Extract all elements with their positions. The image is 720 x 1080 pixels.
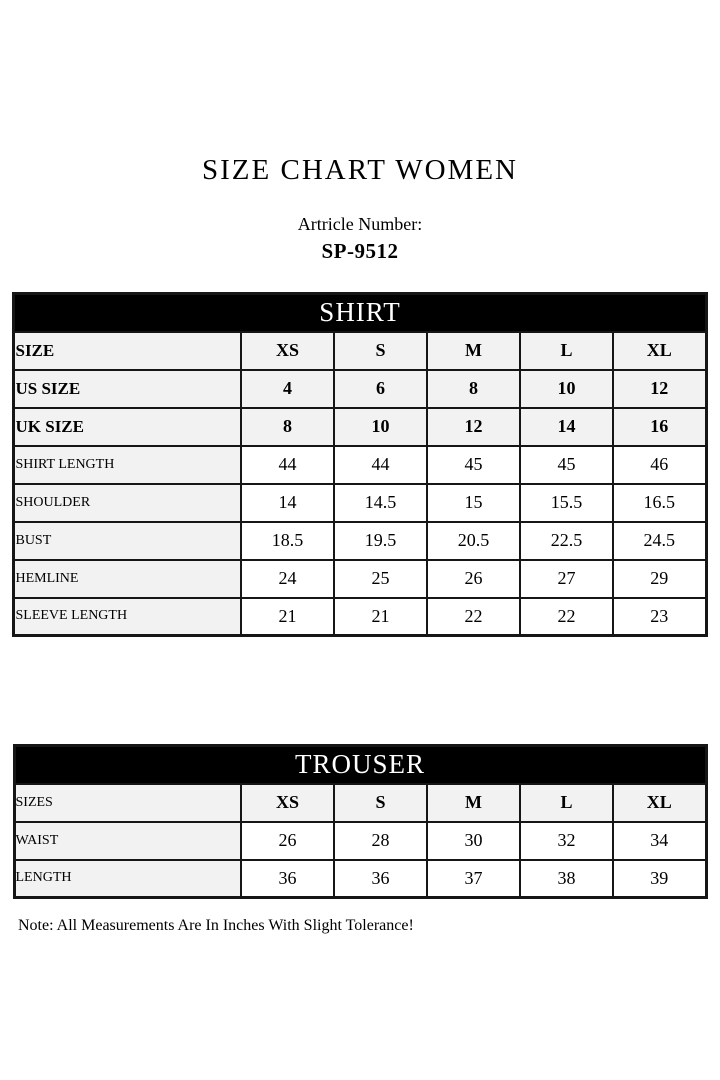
size-value-cell: 32 [520, 822, 613, 860]
measurement-note: Note: All Measurements Are In Inches With Slight Tolerance! [18, 917, 414, 934]
size-value-cell: 21 [241, 598, 334, 636]
size-value-cell: 27 [520, 560, 613, 598]
size-value-cell: S [334, 784, 427, 822]
size-value-cell: 15 [427, 484, 520, 522]
size-value-cell: 45 [520, 446, 613, 484]
size-value-cell: 14 [520, 408, 613, 446]
size-value-cell: 22.5 [520, 522, 613, 560]
table-row [14, 860, 706, 898]
size-value-cell: 20.5 [427, 522, 520, 560]
size-value-cell: XL [613, 784, 706, 822]
size-value-cell: 16.5 [613, 484, 706, 522]
trouser-table-title: TROUSER [14, 746, 706, 784]
size-value-cell: 14 [241, 484, 334, 522]
size-value-cell: 26 [427, 560, 520, 598]
trouser-table-body [14, 784, 706, 898]
size-value-cell: 22 [427, 598, 520, 636]
shirt-table-title: SHIRT [14, 294, 706, 332]
table-row [14, 408, 706, 446]
row-label: SHIRT LENGTH [14, 446, 241, 484]
size-value-cell: 18.5 [241, 522, 334, 560]
table-row [14, 332, 706, 370]
size-value-cell: 45 [427, 446, 520, 484]
row-label: SIZE [14, 332, 241, 370]
table-title-row [14, 746, 706, 784]
row-label: BUST [14, 522, 241, 560]
size-value-cell: 34 [613, 822, 706, 860]
size-value-cell: 39 [613, 860, 706, 898]
size-value-cell: 29 [613, 560, 706, 598]
size-value-cell: 22 [520, 598, 613, 636]
table-row [14, 822, 706, 860]
size-value-cell: 10 [520, 370, 613, 408]
table-row [14, 522, 706, 560]
size-value-cell: 8 [427, 370, 520, 408]
size-value-cell: 38 [520, 860, 613, 898]
size-value-cell: 12 [613, 370, 706, 408]
size-value-cell: 19.5 [334, 522, 427, 560]
size-value-cell: 24.5 [613, 522, 706, 560]
size-value-cell: 6 [334, 370, 427, 408]
row-label: UK SIZE [14, 408, 241, 446]
size-value-cell: 46 [613, 446, 706, 484]
size-value-cell: 26 [241, 822, 334, 860]
size-value-cell: 23 [613, 598, 706, 636]
size-value-cell: 28 [334, 822, 427, 860]
table-row [14, 484, 706, 522]
size-value-cell: 37 [427, 860, 520, 898]
row-label: WAIST [14, 822, 241, 860]
row-label: SIZES [14, 784, 241, 822]
table-row [14, 446, 706, 484]
article-number-value: SP-9512 [321, 239, 399, 263]
size-value-cell: S [334, 332, 427, 370]
shirt-table-body [14, 332, 706, 636]
row-label: LENGTH [14, 860, 241, 898]
row-label: SHOULDER [14, 484, 241, 522]
size-value-cell: 24 [241, 560, 334, 598]
shirt-size-table [12, 292, 707, 637]
table-row [14, 560, 706, 598]
size-value-cell: 4 [241, 370, 334, 408]
size-value-cell: XL [613, 332, 706, 370]
size-value-cell: 8 [241, 408, 334, 446]
trouser-size-table [13, 744, 708, 899]
size-value-cell: 36 [334, 860, 427, 898]
size-value-cell: M [427, 332, 520, 370]
table-row [14, 370, 706, 408]
size-value-cell: L [520, 332, 613, 370]
size-value-cell: 10 [334, 408, 427, 446]
row-label: SLEEVE LENGTH [14, 598, 241, 636]
row-label: US SIZE [14, 370, 241, 408]
size-value-cell: 30 [427, 822, 520, 860]
size-value-cell: 12 [427, 408, 520, 446]
size-value-cell: XS [241, 784, 334, 822]
size-value-cell: 16 [613, 408, 706, 446]
size-value-cell: 44 [334, 446, 427, 484]
size-value-cell: 15.5 [520, 484, 613, 522]
size-value-cell: XS [241, 332, 334, 370]
size-value-cell: 25 [334, 560, 427, 598]
row-label: HEMLINE [14, 560, 241, 598]
table-row [14, 784, 706, 822]
article-number-label: Artricle Number: [297, 214, 423, 234]
table-row [14, 598, 706, 636]
size-value-cell: L [520, 784, 613, 822]
size-value-cell: 44 [241, 446, 334, 484]
size-value-cell: 36 [241, 860, 334, 898]
size-value-cell: M [427, 784, 520, 822]
table-title-row [14, 294, 706, 332]
size-value-cell: 14.5 [334, 484, 427, 522]
size-value-cell: 21 [334, 598, 427, 636]
page-title: SIZE CHART WOMEN [202, 154, 518, 186]
